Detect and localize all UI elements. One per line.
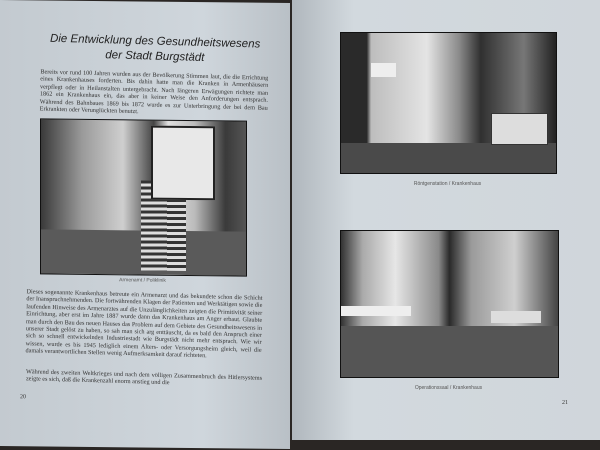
photo1-caption: Röntgenstation / Krankenhaus — [413, 181, 482, 187]
page-title — [40, 31, 270, 67]
paragraph-3: Während des zweiten Weltkrieges und nach dem völligen Zusammenbruch des Hitlersystems zeigte es sich, daß die Krankenzahl enorm anstieg und die — [25, 368, 263, 387]
title-line-2: der Stadt Burgstädt — [105, 49, 205, 65]
photo-armenamt — [40, 118, 247, 276]
title-line-1: Die Entwicklung des Gesundheitswesens — [49, 32, 261, 51]
right-page — [292, 0, 600, 440]
photo-caption: Armenamt / Poliklinik — [119, 277, 166, 284]
left-page — [0, 0, 290, 449]
photo-roentgenstation — [340, 32, 557, 174]
photo2-caption: Operationssaal / Krankenhaus — [414, 385, 483, 391]
paragraph-2: Dieses sogenannte Krankenhaus betreute ein Armenarzt und das bekundete schon die Schicht der Inanspruchnehmenden. Die fortwährenden Klagen der Patienten und Werktätigen sowie die laufenden Hinweise des Armenarztes auf die Unzulänglichkeiten zeigten die Primitivität seiner Einrichtung, aber erst im Jahre 1887 wurde dann das Krankenhaus am Anger erbaut. Glaubte man durch den Bau des neuen Hauses das Problem auf dem Gebiete des Gesundheitswesens in unserer Stadt gelöst zu haben, so sah man sich arg enttäuscht, da es bald den Anspruch einer sich so schnell entwickelnden Industriestadt wie Burgstädt nicht mehr entsprach. Wie wir wissen, wurde es bis 1945 lediglich einem Alters- oder Versorgungsheim gleich, weil die damals verantwortlichen Stellen wenig Aufmerksamkeit darauf richteten. — [25, 288, 263, 360]
page-number: 20 — [20, 394, 26, 401]
page-number: 21 — [562, 400, 568, 406]
photo-operationssaal — [340, 230, 559, 378]
paragraph-1: Bereits vor rund 100 Jahren wurden aus der Bevölkerung Stimmen laut, die die Errichtung eines Krankenhauses forderten. Bis dahin hatte man die Kranken in Armenhäusern verpflegt oder in Heilanstalten untergebracht. Nach längeren Erwägungen richtete man 1862 ein Krankenhaus ein, das aber in keiner Weise den Anforderungen entsprach. Während des Bahnbaues 1869 bis 1872 wurde es zur Unterbringung der bei dem Bau Erkrankten oder Verunglückten benutzt. — [39, 68, 269, 116]
